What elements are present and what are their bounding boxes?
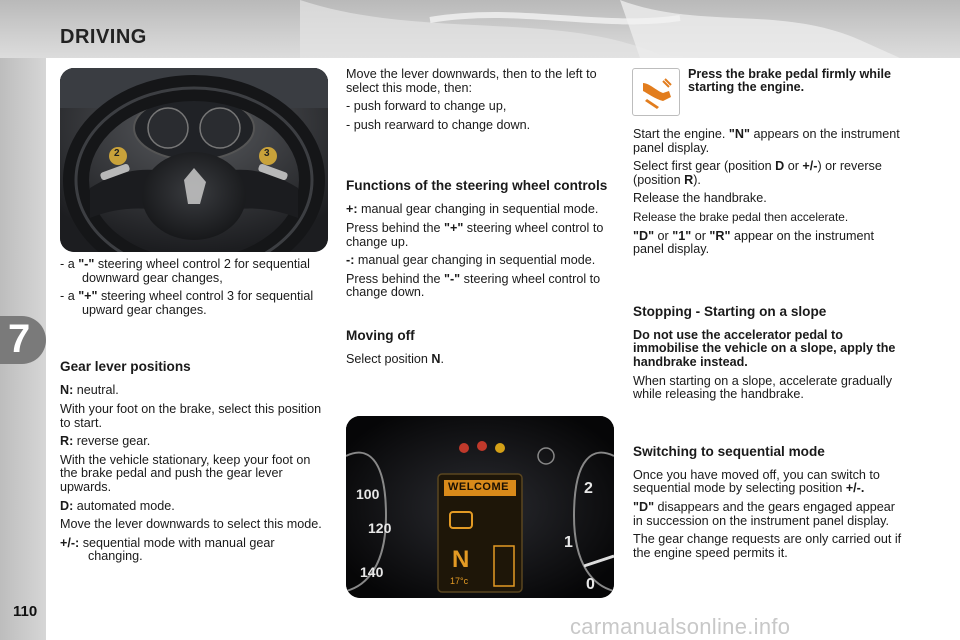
function-para: -: manual gear changing in sequential mode. (346, 253, 596, 268)
column-3-warning (688, 68, 902, 100)
instrument-cluster-photo (346, 416, 614, 598)
page-number: 110 (13, 603, 38, 620)
brake-pedal-warning: Press the brake pedal firmly while starting the engine. (688, 67, 891, 95)
foot-pedal-icon (633, 69, 679, 115)
gear-para: With the vehicle stationary, keep your foot on the brake pedal and push the gear lever upwards. (60, 452, 311, 494)
speed-label-120: 120 (368, 520, 392, 536)
watermark: carmanualsonline.info (570, 614, 791, 639)
column-2 (346, 68, 614, 372)
mode-list-item: - push rearward to change down. (346, 117, 531, 132)
speed-label-100: 100 (356, 486, 380, 502)
rpm-label-2: 2 (584, 480, 593, 497)
chapter-number: 7 (8, 317, 31, 361)
brake-pedal-warning-box (632, 68, 680, 116)
rpm-label-0: 0 (586, 576, 595, 593)
start-para: Select first gear (position D or +/-) or reverse (position R). (633, 159, 882, 187)
start-para: "D" or "1" or "R" appear on the instrument panel display. (633, 228, 874, 257)
page-title: DRIVING (60, 26, 147, 48)
sequential-heading: Switching to sequential mode (633, 443, 825, 459)
gear-para: R: reverse gear. (60, 434, 151, 449)
moving-off-heading: Moving off (346, 327, 415, 343)
sequential-para: "D" disappears and the gears engaged appear in succession on the instrument panel display. (633, 499, 895, 528)
speed-label-140: 140 (360, 564, 384, 580)
gear-lever-heading: Gear lever positions (60, 359, 191, 375)
column-3 (633, 128, 902, 565)
slope-heading: Stopping - Starting on a slope (633, 303, 827, 319)
start-para: Start the engine. "N" appears on the instrument panel display. (633, 127, 900, 155)
moving-off-text: Select position N. (346, 351, 445, 366)
sequential-para: The gear change requests are only carried out if the engine speed permits it. (633, 532, 902, 560)
rpm-label-1: 1 (564, 534, 573, 551)
badge-2: 2 (114, 148, 120, 159)
cluster-welcome: WELCOME (448, 481, 509, 493)
start-para: Release the handbrake. (633, 191, 767, 206)
start-para: Release the brake pedal then accelerate. (633, 209, 849, 224)
functions-heading: Functions of the steering wheel controls (346, 178, 608, 194)
page-header (0, 0, 960, 58)
control-list-item: - a "-" steering wheel control 2 for sequential downward gear changes, (60, 257, 310, 285)
gear-para: +/-: sequential mode with manual gear changing. (60, 535, 275, 564)
gear-para: D: automated mode. (60, 498, 175, 513)
cluster-gear: N (452, 546, 470, 573)
mode-intro: Move the lever downwards, then to the left to select this mode, then: (346, 67, 597, 95)
gear-para: Move the lever downwards to select this mode. (60, 517, 322, 532)
function-para: +: manual gear changing in sequential mode. (346, 202, 599, 217)
cluster-temp: 17°c (450, 576, 469, 586)
control-list-item: - a "+" steering wheel control 3 for sequential upward gear changes. (60, 289, 314, 317)
gear-para: N: neutral. (60, 383, 119, 398)
steering-wheel-photo (60, 68, 328, 252)
mode-list-item: - push forward to change up, (346, 99, 507, 114)
function-para: Press behind the "-" steering wheel control to change down. (346, 271, 601, 300)
function-para: Press behind the "+" steering wheel control to change up. (346, 220, 604, 249)
slope-text: When starting on a slope, accelerate gradually while releasing the handbrake. (633, 373, 893, 402)
gear-para: With your foot on the brake, select this position to start. (60, 401, 322, 430)
column-1 (60, 258, 328, 569)
slope-warning: Do not use the accelerator pedal to immobilise the vehicle on a slope, apply the handbrake instead. (633, 327, 896, 369)
badge-3: 3 (264, 148, 270, 159)
sequential-para: Once you have moved off, you can switch to sequential mode by selecting position +/-. (633, 467, 880, 496)
